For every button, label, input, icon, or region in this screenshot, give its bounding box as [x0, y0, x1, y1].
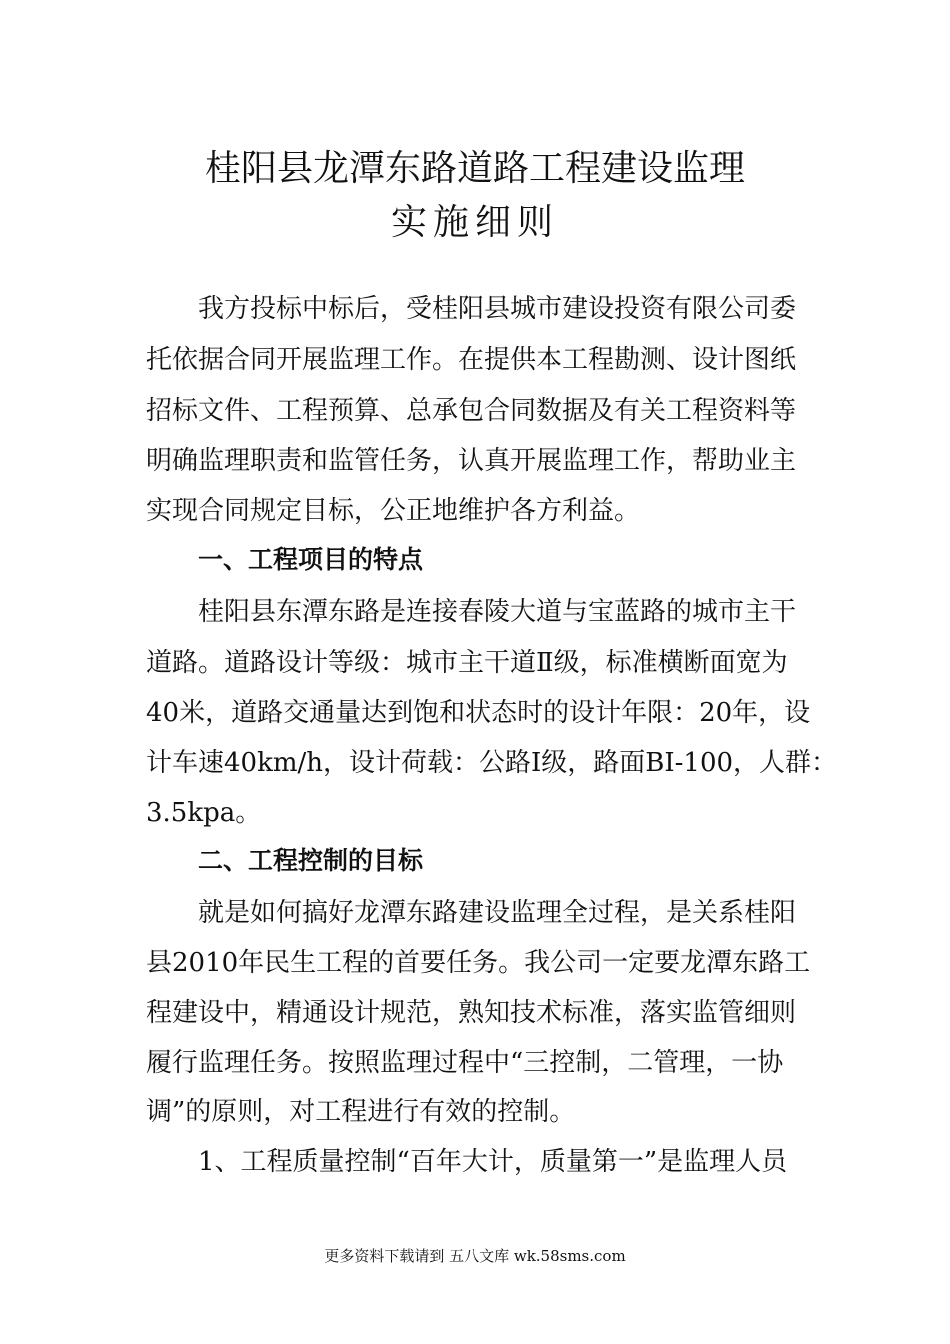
paragraph-line: 我方投标中标后，受桂阳县城市建设投资有限公司委: [198, 294, 797, 324]
paragraph-line: 3.5kpa。: [146, 798, 262, 828]
paragraph-line: 40米，道路交通量达到饱和状态时的设计年限：20年，设: [146, 698, 811, 728]
document-subtitle: 实施细则: [390, 202, 559, 243]
paragraph-line: 明确监理职责和监管任务，认真开展监理工作，帮助业主: [146, 446, 797, 476]
paragraph-line: 调”的原则，对工程进行有效的控制。: [146, 1097, 576, 1127]
paragraph-line: 实现合同规定目标，公正地维护各方利益。: [146, 496, 641, 526]
footer-text: 更多资料下载请到 五八文库 wk.58sms.com: [324, 1247, 626, 1265]
section-heading-1: 一、工程项目的特点: [198, 545, 424, 574]
section-heading-2: 二、工程控制的目标: [198, 846, 424, 875]
item-1-line: 1、工程质量控制“百年大计，质量第一”是监理人员: [198, 1147, 788, 1177]
paragraph-line: 桂阳县东潭东路是连接春陵大道与宝蓝路的城市主干: [198, 597, 797, 627]
paragraph-line: 程建设中，精通设计规范，熟知技术标准，落实监管细则: [146, 998, 797, 1028]
document-title: 桂阳县龙潭东路道路工程建设监理: [204, 148, 745, 189]
paragraph-line: 就是如何搞好龙潭东路建设监理全过程，是关系桂阳: [198, 898, 797, 928]
paragraph-line: 计车速40km/h，设计荷载：公路Ⅰ级，路面BI-100，人群：: [146, 748, 838, 778]
paragraph-line: 托依据合同开展监理工作。在提供本工程勘测、设计图纸: [146, 345, 797, 375]
paragraph-line: 道路。道路设计等级：城市主干道Ⅱ级，标准横断面宽为: [146, 648, 788, 678]
paragraph-line: 履行监理任务。按照监理过程中“三控制，二管理，一协: [146, 1048, 784, 1078]
paragraph-line: 县2010年民生工程的首要任务。我公司一定要龙潭东路工: [146, 948, 811, 978]
paragraph-line: 招标文件、工程预算、总承包合同数据及有关工程资料等: [146, 396, 797, 426]
